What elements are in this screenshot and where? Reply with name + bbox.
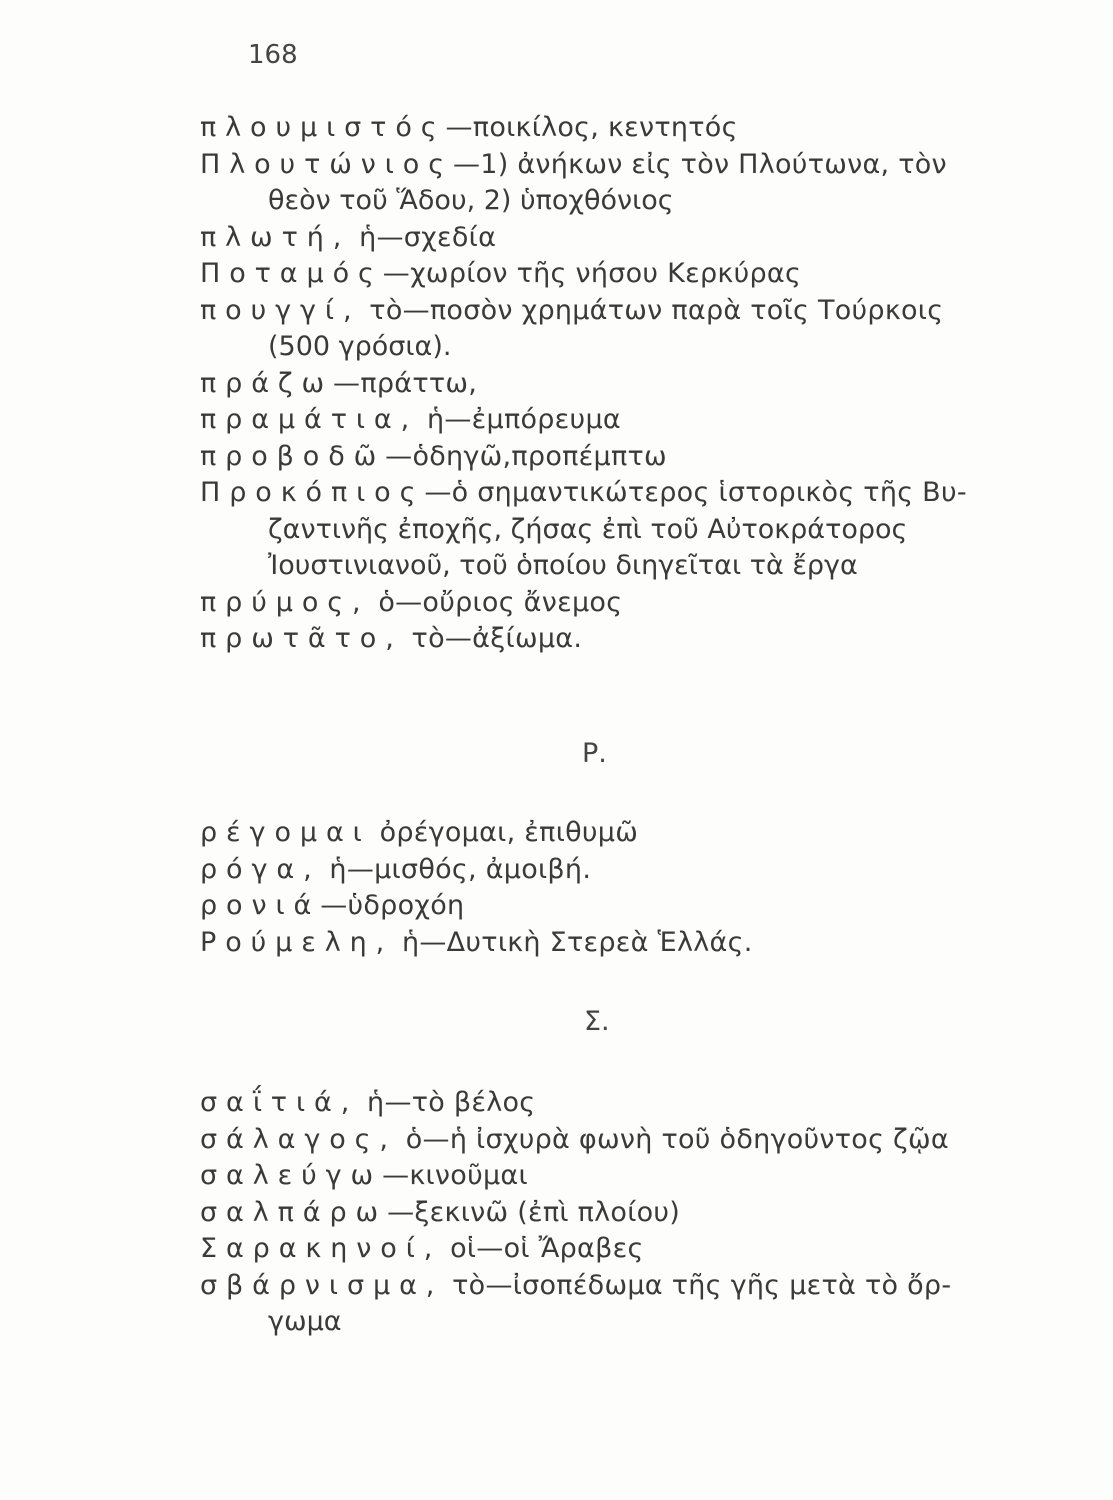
entry-headword: πλουμιστός — [200, 112, 446, 143]
glossary-entry — [200, 366, 1030, 403]
entry-definition: οἱ—οἱ Ἄραβες — [441, 1233, 644, 1264]
glossary-entry — [200, 402, 1030, 439]
entry-headword: πρύμος, — [200, 586, 370, 618]
glossary-entry — [200, 1122, 1030, 1159]
entry-headword: σαΐτιά, — [200, 1087, 359, 1118]
letter-heading-sigma: Σ. — [584, 1006, 610, 1037]
entry-definition: ὀρέγομαι, ἐπιθυμῶ — [370, 817, 639, 848]
glossary-entry — [200, 220, 1030, 257]
entry-headword: πρωτᾶτο, — [200, 623, 403, 654]
entry-definition: ἡ—σχεδία — [350, 221, 497, 253]
entry-continuation: Ἰουστινιανοῦ, τοῦ ὁποίου διηγεῖται τὰ ἔργα — [268, 550, 858, 581]
glossary-entry — [200, 1268, 1030, 1305]
entry-definition: —ποικίλος, κεντητός — [445, 112, 738, 143]
glossary-entry — [200, 585, 1030, 622]
glossary-entry — [200, 1195, 1030, 1232]
entry-headword: Ποταμός — [200, 258, 383, 289]
glossary-entry — [200, 110, 1030, 147]
entry-headword: πράζω — [200, 367, 334, 399]
entry-headword: ρονιά — [200, 890, 321, 921]
entry-continuation: γωμα — [268, 1306, 342, 1337]
glossary-entry — [200, 293, 1030, 330]
entry-headword: Σαρακηνοί, — [200, 1233, 442, 1264]
entry-definition: ὁ—οὔριος ἄνεμος — [369, 586, 623, 618]
entry-definition: —ὑδροχόη — [320, 890, 465, 921]
entry-headword: σάλαγος, — [200, 1123, 397, 1155]
entry-headword: Ρούμελη, — [200, 926, 394, 958]
entry-continuation: θεὸν τοῦ Ἅδου, 2) ὑποχθόνιος — [268, 185, 674, 216]
letter-heading-rho: Ρ. — [582, 738, 607, 769]
glossary-entry — [200, 1085, 1030, 1122]
glossary-entry — [200, 147, 1030, 184]
entry-definition: τὸ—ἀξίωμα. — [402, 623, 583, 654]
entry-definition: —χωρίον τῆς νήσου Κερκύρας — [382, 258, 802, 289]
glossary-entry — [200, 256, 1030, 293]
entry-headword: πραμάτια, — [200, 404, 419, 435]
entry-definition: ἡ—ἐμπόρευμα — [418, 404, 621, 435]
page-number: 168 — [248, 40, 298, 70]
entry-definition: —ὁδηγῶ,προπέμπτω — [385, 440, 667, 472]
entry-definition: ὁ—ἡ ἰσχυρὰ φωνὴ τοῦ ὁδηγοῦντος ζῷα — [396, 1123, 949, 1155]
glossary-entry — [200, 1158, 1030, 1195]
entry-definition: ἡ—μισθός, ἀμοιβή. — [320, 853, 592, 885]
entry-definition: ἡ—τὸ βέλος — [358, 1087, 536, 1118]
glossary-entry — [200, 439, 1030, 476]
entry-headword: ρόγα, — [200, 853, 321, 885]
entry-headword: πλωτή, — [200, 221, 351, 253]
glossary-entry — [200, 475, 1030, 512]
entry-definition: —ξεκινῶ (ἐπὶ πλοίου) — [387, 1196, 681, 1228]
entry-definition: —πράττω, — [333, 367, 478, 399]
entry-headword: πουγγί, — [200, 294, 361, 326]
entry-definition: —ὁ σημαντικώτερος ἱστορικὸς τῆς Βυ- — [424, 477, 967, 508]
section-sigma — [200, 1085, 1030, 1341]
glossary-entry — [200, 852, 1030, 889]
section-rho — [200, 815, 1030, 961]
entry-headword: σαλπάρω — [200, 1196, 388, 1228]
entry-definition: ἡ—Δυτικὴ Στερεὰ Ἑλλάς. — [393, 926, 753, 958]
section-pi — [200, 110, 1030, 658]
glossary-entry — [200, 1231, 1030, 1268]
entry-definition: τὸ—ποσὸν χρημάτων παρὰ τοῖς Τούρκοις — [360, 294, 944, 326]
entry-headword: προβοδῶ — [200, 440, 386, 472]
entry-headword: Πλουτώνιος — [200, 148, 453, 180]
entry-definition: τὸ—ἰσοπέδωμα τῆς γῆς μετὰ τὸ ὄρ- — [443, 1269, 952, 1301]
entry-headword: σβάρνισμα, — [200, 1269, 444, 1301]
entry-continuation: ζαντινῆς ἐποχῆς, ζήσας ἐπὶ τοῦ Αὐτοκράτορος — [268, 513, 908, 545]
entry-headword: Προκόπιος — [200, 477, 425, 508]
glossary-entry — [200, 815, 1030, 852]
entry-headword: ρέγομαι — [200, 817, 371, 848]
glossary-entry — [200, 925, 1030, 962]
entry-continuation: (500 γρόσια). — [268, 331, 452, 362]
entry-headword: σαλεύγω — [200, 1160, 383, 1191]
glossary-entry — [200, 888, 1030, 925]
entry-definition: —κινοῦμαι — [382, 1160, 528, 1191]
glossary-entry — [200, 621, 1030, 658]
entry-definition: —1) ἀνήκων εἰς τὸν Πλούτωνα, τὸν — [452, 148, 947, 180]
